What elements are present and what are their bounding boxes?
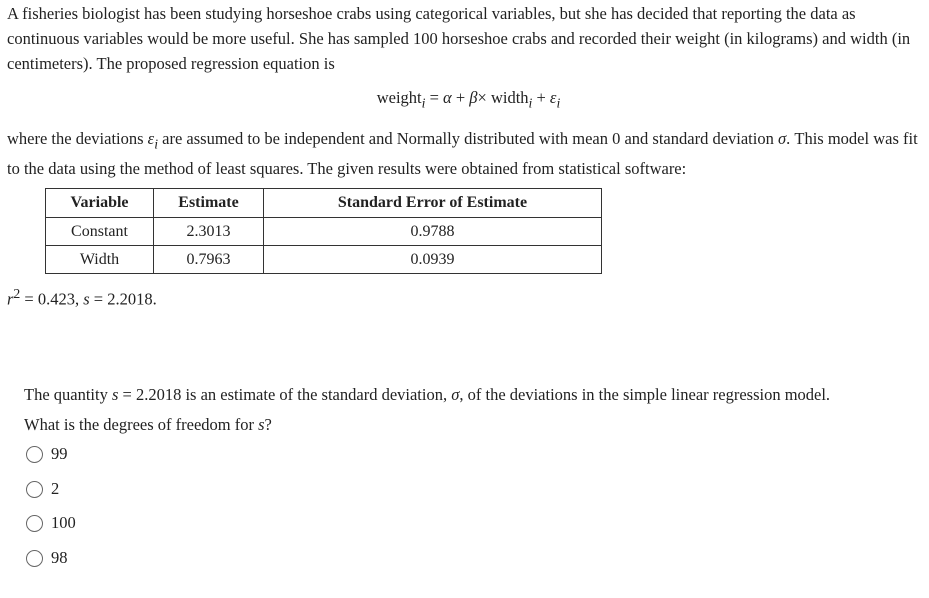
radio-button[interactable]	[26, 550, 43, 567]
question-prompt: What is the degrees of freedom for s?	[24, 415, 272, 434]
cell-variable: Constant	[46, 218, 154, 246]
cell-standard-error: 0.0939	[264, 246, 602, 274]
table-row	[46, 246, 602, 274]
cell-estimate: 0.7963	[154, 246, 264, 274]
answer-option-98[interactable]	[26, 546, 68, 570]
table-row	[46, 218, 602, 246]
regression-equation: weight$_i$ = α + β× width$_i$ + $\varepsilon_i$	[376, 88, 561, 111]
answer-option-2[interactable]	[26, 477, 59, 501]
header-variable: Variable	[46, 189, 154, 218]
option-label: 100	[51, 513, 76, 532]
problem-intro: A fisheries biologist has been studying horseshoe crabs using categorical variables, but she has decided that reporting the data as continuous variables would be more useful. She has sampled 100 horseshoe crabs and recorded their weight (in kilograms) and width (in centimeters). The proposed regression equation is	[7, 4, 911, 73]
option-label: 99	[51, 444, 68, 463]
answer-option-99[interactable]	[26, 442, 68, 466]
option-label: 2	[51, 479, 60, 498]
header-standard-error: Standard Error of Estimate	[264, 189, 602, 218]
deviations-description: where the deviations $\varepsilon_i$ are assumed to be independent and Normally distributed with mean 0 and standard deviation σ. This model was fit to the data using the method of least squares. The given results were obtained from statistical software:	[7, 129, 918, 179]
answer-option-100[interactable]	[26, 511, 76, 535]
cell-variable: Width	[46, 246, 154, 274]
question-text: The quantity s = 2.2018 is an estimate of the standard deviation, σ, of the deviations in the simple linear regression model.	[24, 385, 831, 404]
table-header-row	[46, 189, 602, 218]
regression-results-table	[45, 188, 602, 274]
header-estimate: Estimate	[154, 189, 264, 218]
radio-button[interactable]	[26, 515, 43, 532]
radio-button[interactable]	[26, 481, 43, 498]
cell-estimate: 2.3013	[154, 218, 264, 246]
radio-button[interactable]	[26, 446, 43, 463]
cell-standard-error: 0.9788	[264, 218, 602, 246]
option-label: 98	[51, 548, 68, 567]
model-statistics: $r^2 = 0.423$, s = 2.2018.	[7, 286, 157, 309]
